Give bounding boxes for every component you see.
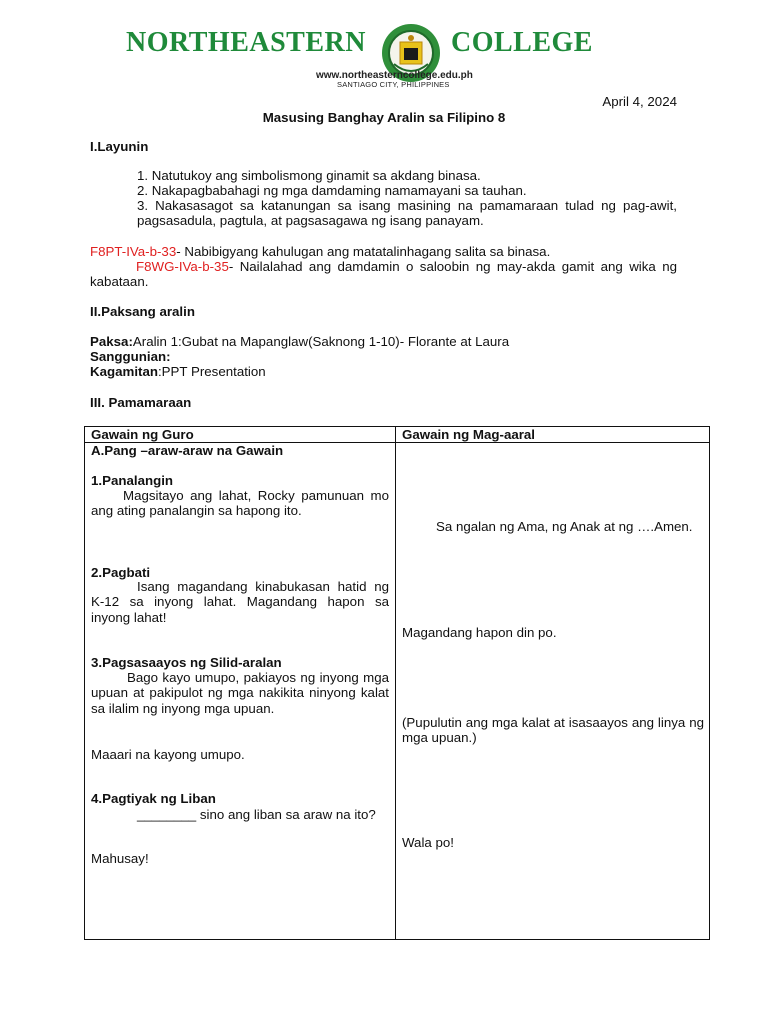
magaaral-response: Wala po! (402, 835, 454, 850)
competency-code: F8WG-IVa-b-35 (136, 259, 229, 274)
layunin-item: 1. Natutukoy ang simbolismong ginamit sa akdang binasa. (137, 168, 481, 183)
magaaral-response: Magandang hapon din po. (402, 625, 557, 640)
layunin-heading: I.Layunin (90, 139, 149, 154)
kagamitan-label: Kagamitan (90, 364, 158, 379)
step-title: 3.Pagsasaayos ng Silid-aralan (91, 655, 282, 670)
competency-text: - Nailalahad ang damdamin o saloobin ng may-akda gamit ang wika ng kabataan. (90, 259, 677, 290)
kagamitan-value: :PPT Presentation (157, 364, 266, 379)
document-date: April 4, 2024 (602, 94, 677, 109)
paksa-line (90, 334, 509, 349)
guro-instruction-extra: Mahusay! (91, 851, 149, 866)
college-website: www.northeasterncollege.edu.ph (316, 70, 473, 81)
college-address: SANTIAGO CITY, PHILIPPINES (337, 80, 450, 89)
competency-2 (90, 259, 677, 290)
competency-1 (90, 244, 677, 259)
competency-text: - Nabibigyang kahulugan ang matatalinhagang salita sa binasa. (176, 244, 551, 259)
kagamitan-line (90, 364, 266, 379)
college-name-left: NORTHEASTERN (126, 27, 366, 58)
step-title: 4.Pagtiyak ng Liban (91, 791, 216, 806)
guro-instruction: Isang magandang kinabukasan hatid ng K-12 sa inyong lahat. Magandang hapon sa inyong lahat! (91, 579, 389, 625)
document-title: Masusing Banghay Aralin sa Filipino 8 (262, 110, 506, 125)
step-title: 2.Pagbati (91, 565, 151, 580)
college-name-right: COLLEGE (451, 27, 593, 58)
col-header-guro: Gawain ng Guro (91, 427, 194, 442)
pamamaraan-heading: III. Pamamaraan (90, 395, 192, 410)
layunin-item: 3. Nakasasagot sa katanungan sa isang masining na pamamaraan tulad ng pag-awit, pagsasadula, pagtula, at pagsasagawa ng isang panayam. (137, 198, 677, 229)
sanggunian-label: Sanggunian: (90, 349, 171, 364)
guro-instruction: Bago kayo umupo, pakiayos ng inyong mga upuan at pakipulot ng mga nakikita ninyong kalat sa ilalim ng inyong mga upuan. (91, 670, 389, 716)
step-title: 1.Panalangin (91, 473, 174, 488)
column-divider (395, 427, 396, 939)
magaaral-response: Sa ngalan ng Ama, ng Anak at ng ….Amen. (436, 519, 693, 534)
col-header-magaaral: Gawain ng Mag-aaral (402, 427, 536, 442)
competency-code: F8PT-IVa-b-33 (90, 244, 177, 259)
paksa-label: Paksa: (90, 334, 133, 349)
magaaral-response: (Pupulutin ang mga kalat at isasaayos ang linya ng mga upuan.) (402, 715, 704, 746)
paksa-value: Aralin 1:Gubat na Mapanglaw(Saknong 1-10)- Florante at Laura (132, 334, 510, 349)
guro-instruction: ________ sino ang liban sa araw na ito? (137, 807, 376, 822)
lesson-plan-table (84, 426, 710, 940)
guro-instruction: Magsitayo ang lahat, Rocky pamunuan mo ang ating panalangin sa hapong ito. (91, 488, 389, 519)
guro-instruction-extra: Maaari na kayong umupo. (91, 747, 245, 762)
layunin-item: 2. Nakapagbabahagi ng mga damdaming namamayani sa tauhan. (137, 183, 527, 198)
paksang-aralin-heading: II.Paksang aralin (90, 304, 195, 319)
section-title: A.Pang –araw-araw na Gawain (91, 443, 284, 458)
